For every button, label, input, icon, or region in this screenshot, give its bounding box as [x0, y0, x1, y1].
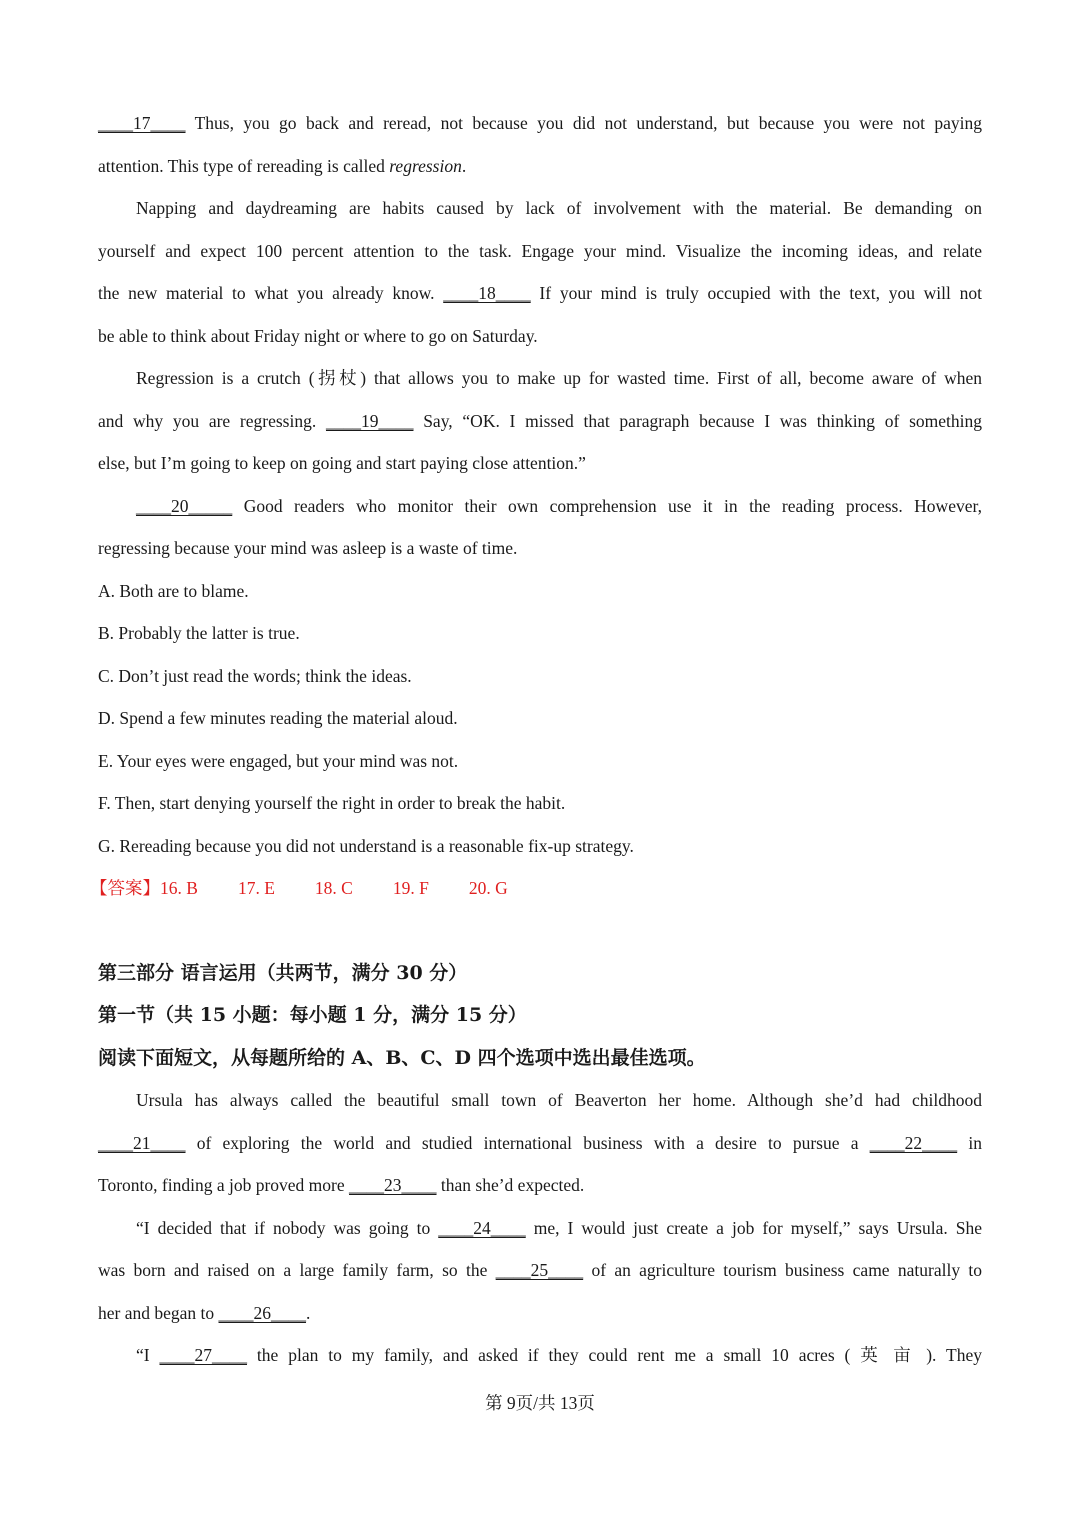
term-regression: regression [389, 155, 462, 176]
passage-text: If your mind is truly occupied with the text, you will not [530, 283, 982, 303]
passage-line-9 [98, 442, 982, 485]
blank-24: ____24____ [438, 1217, 526, 1238]
passage-line-11 [98, 527, 982, 570]
blank-20: ____20_____ [136, 495, 233, 516]
section-instruction: 阅读下面短文，从每题所给的 A、B、C、D 四个选项中选出最佳选项。 [98, 1046, 706, 1069]
passage-line-2 [98, 145, 982, 188]
passage-line-6 [98, 315, 982, 358]
answer-label: 【答案】 [90, 878, 160, 898]
cloze-line-3 [98, 1164, 982, 1207]
blank-19: ____19____ [325, 410, 414, 431]
passage-text: regressing because your mind was asleep is a waste of time. [98, 538, 518, 558]
option-b: B. Probably the latter is true. [98, 623, 300, 643]
cloze-line-7 [98, 1334, 982, 1377]
passage-text: Thus, you go back and reread, not because you did not understand, but because you were not paying [185, 113, 982, 133]
passage-text: yourself and expect 100 percent attention to the task. Engage your mind. Visualize the incoming ideas, and relate [98, 240, 982, 261]
passage-text: . [461, 155, 467, 176]
cloze-text: . [306, 1302, 311, 1323]
blank-26: ____26____ [218, 1302, 307, 1323]
option-g: G. Rereading because you did not understand is a reasonable fix-up strategy. [98, 835, 634, 856]
cloze-line-4 [98, 1207, 982, 1250]
cloze-text: Ursula has always called the beautiful small town of Beaverton her home. Although she’d had childhood [136, 1090, 982, 1110]
blank-17: ____17____ [98, 113, 186, 133]
passage-text: Napping and daydreaming are habits caused by lack of involvement with the material. Be demanding on [136, 198, 982, 218]
cloze-text: than she’d expected. [436, 1175, 585, 1195]
cloze-text: of exploring the world and studied international business with a desire to pursue a [185, 1132, 870, 1153]
blank-23: ____23____ [349, 1175, 437, 1195]
cloze-line-6 [98, 1292, 982, 1335]
document-page [90, 102, 982, 1377]
answer-item: 19. F [392, 878, 429, 898]
passage-text: attention. This type of rereading is called [98, 155, 390, 176]
cloze-text: Toronto, finding a job proved more [98, 1175, 350, 1195]
passage-line-4 [98, 230, 982, 273]
passage-text: Good readers who monitor their own comprehension use it in the reading process. However, [232, 495, 982, 516]
blank-21: ____21____ [98, 1132, 186, 1153]
answer-line [90, 867, 982, 910]
cloze-text: her and began to [98, 1302, 219, 1323]
cloze-text: me, I would just create a job for myself,” says Ursula. She [525, 1217, 982, 1238]
cloze-line-2 [98, 1122, 982, 1165]
blank-27: ____27____ [159, 1345, 248, 1365]
passage-line-5 [98, 272, 982, 315]
passage-line-1 [98, 102, 982, 145]
cloze-text: the plan to my family, and asked if they could rent me a small 10 acres ( 英 亩 ). They [247, 1345, 982, 1365]
cloze-text: of an agriculture tourism business came naturally to [583, 1260, 982, 1280]
passage-text: else, but I’m going to keep on going and start paying close attention.” [98, 453, 586, 473]
blank-25: ____25____ [495, 1260, 584, 1280]
blank-18: ____18____ [443, 283, 531, 303]
option-f: F. Then, start denying yourself the right in order to break the habit. [98, 793, 566, 813]
answer-item: 17. E [237, 878, 275, 898]
passage-line-10 [98, 485, 982, 528]
section-subtitle: 第一节（共 15 小题：每小题 1 分，满分 15 分） [98, 1004, 527, 1026]
cloze-text: “I decided that if nobody was going to [136, 1217, 439, 1238]
answer-item: 16. B [160, 878, 198, 898]
passage-text: the new material to what you already know. [98, 283, 444, 303]
answer-item: 20. G [468, 878, 508, 898]
cloze-line-1 [98, 1079, 982, 1122]
page-footer: 第 9页/共 13页 [485, 1393, 595, 1413]
cloze-text: was born and raised on a large family farm, so the [98, 1260, 496, 1280]
option-a: A. Both are to blame. [98, 580, 249, 601]
passage-text: and why you are regressing. [98, 410, 326, 431]
passage-text: Regression is a crutch (拐杖) that allows you to make up for wasted time. First of all, become aware of when [136, 368, 982, 388]
part-title: 第三部分 语言运用（共两节，满分 30 分） [98, 961, 468, 984]
cloze-text: in [957, 1132, 982, 1153]
cloze-text: “I [136, 1345, 160, 1365]
passage-text: Say, “OK. I missed that paragraph because I was thinking of something [413, 410, 982, 431]
option-c: C. Don’t just read the words; think the ideas. [98, 665, 412, 686]
passage-text: be able to think about Friday night or where to go on Saturday. [98, 325, 538, 346]
option-d: D. Spend a few minutes reading the material aloud. [98, 708, 458, 728]
section-gap [98, 910, 982, 952]
option-e: E. Your eyes were engaged, but your mind was not. [98, 750, 459, 771]
blank-22: ____22____ [869, 1132, 958, 1153]
passage-line-7 [98, 357, 982, 400]
cloze-line-5 [98, 1249, 982, 1292]
passage-line-8 [98, 400, 982, 443]
answer-item: 18. C [314, 878, 353, 898]
passage-line-3 [98, 187, 982, 230]
